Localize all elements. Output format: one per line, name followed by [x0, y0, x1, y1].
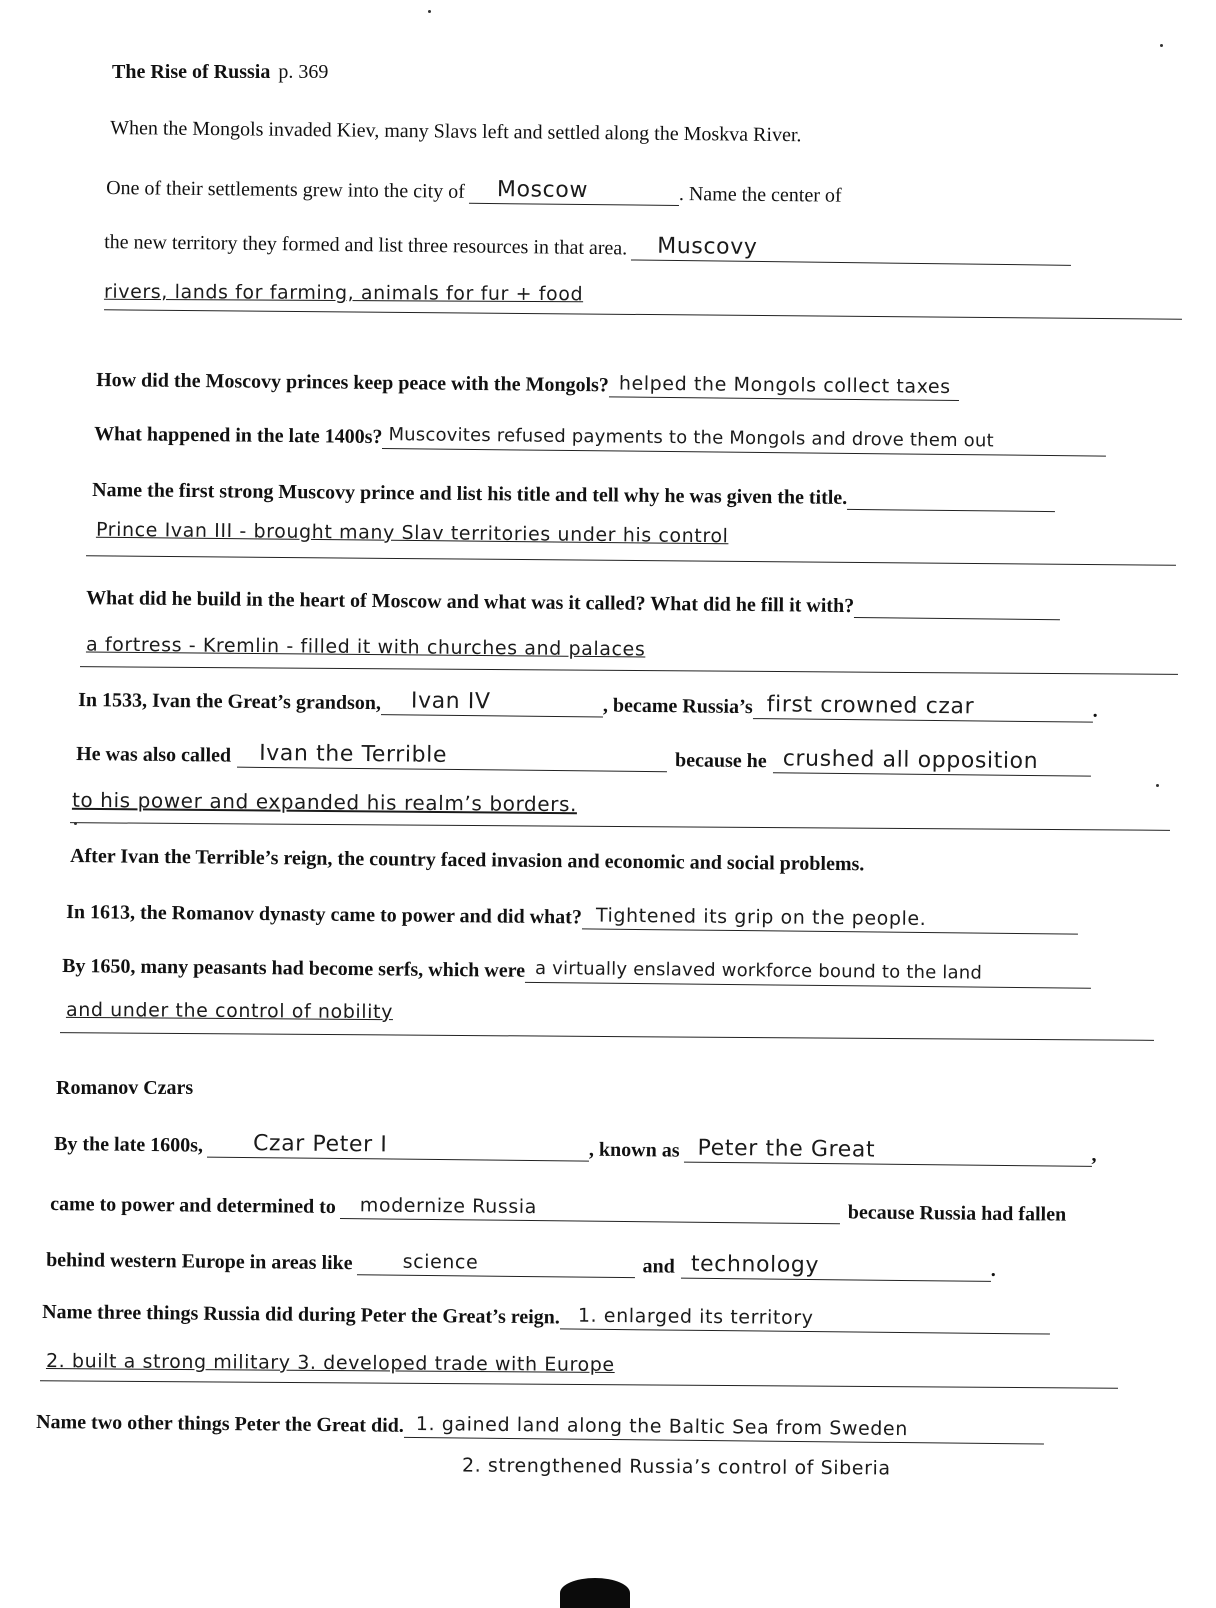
answer-blank[interactable]: [683, 1135, 1091, 1167]
answer-blank[interactable]: [847, 482, 1055, 512]
question-peace: [96, 364, 959, 401]
question-text: Name three things Russia did during Peter the Great’s reign.: [42, 1301, 560, 1329]
scan-speck: [74, 822, 77, 825]
intro-text: When the Mongols invaded Kiev, many Slavs left and settled along the Moskva River.: [110, 117, 802, 147]
question-ivan-iv: [78, 684, 1098, 723]
handwritten-answer: technology: [690, 1251, 820, 1279]
answer-blank[interactable]: [609, 369, 959, 401]
question-text: , became Russia’s: [602, 694, 753, 719]
handwritten-answer: Ivan the Terrible: [259, 740, 448, 768]
scan-speck: [1156, 784, 1159, 787]
question-peter-i: [54, 1128, 1097, 1167]
answer-line[interactable]: [86, 555, 1176, 566]
question-moscow: [106, 172, 842, 208]
handwritten-answer: science: [402, 1250, 479, 1274]
handwritten-answer-prince: Prince Ivan III - brought many Slav territories under his control: [95, 518, 729, 548]
question-text: What happened in the late 1400s?: [94, 423, 383, 449]
question-text: and: [642, 1255, 675, 1278]
answer-line[interactable]: [40, 1380, 1118, 1389]
handwritten-answer-borders: to his power and expanded his realm’s borders.: [71, 787, 578, 817]
section-heading: Romanov Czars: [56, 1077, 194, 1099]
answer-blank[interactable]: [631, 232, 1071, 265]
question-modernize: [50, 1188, 1066, 1227]
question-text: . Name the center of: [678, 182, 842, 207]
answer-line[interactable]: [104, 309, 1182, 319]
handwritten-answer-nobility: and under the control of nobility: [65, 998, 394, 1024]
answer-blank[interactable]: [382, 421, 1106, 457]
handwritten-answer: Tightened its grip on the people.: [595, 904, 927, 931]
heading-page-ref: p. 369: [278, 61, 329, 83]
question-text: In 1613, the Romanov dynasty came to power and did what?: [66, 901, 583, 929]
handwritten-answer: modernize Russia: [359, 1194, 538, 1219]
answer-line[interactable]: [80, 666, 1178, 675]
heading-title: The Rise of Russia: [112, 61, 271, 83]
question-text: , known as: [588, 1138, 680, 1162]
question-romanov: [66, 896, 1078, 935]
handwritten-answer: crushed all opposition: [782, 746, 1039, 775]
question-text: He was also called: [76, 743, 232, 767]
question-two-things: [36, 1406, 1044, 1445]
question-science: [46, 1244, 996, 1282]
question-three-things: [42, 1296, 1050, 1335]
handwritten-answer-kremlin: a fortress - Kremlin - filled it with churches and palaces: [85, 633, 646, 661]
handwritten-answer: helped the Mongols collect taxes: [618, 372, 951, 398]
question-text: How did the Moscovy princes keep peace with the Mongols?: [96, 369, 609, 397]
question-text: In 1533, Ivan the Great’s grandson,: [78, 689, 382, 715]
handwritten-answer: 1. enlarged its territory: [577, 1304, 814, 1330]
answer-blank[interactable]: [753, 691, 1093, 723]
answer-blank[interactable]: [469, 176, 679, 206]
answer-line[interactable]: [70, 822, 1170, 831]
question-text: One of their settlements grew into the city of: [106, 177, 466, 203]
answer-blank[interactable]: [582, 901, 1078, 934]
question-text: came to power and determined to: [50, 1193, 336, 1218]
scan-blot: [560, 1578, 630, 1608]
question-territory: [104, 226, 1071, 266]
handwritten-answer-siberia: 2. strengthened Russia’s control of Siberia: [461, 1454, 891, 1480]
question-text: .: [1092, 699, 1098, 722]
answer-blank[interactable]: [525, 955, 1091, 989]
scan-speck: [428, 10, 431, 13]
handwritten-answer: Moscow: [496, 177, 589, 204]
question-text: Name the first strong Muscovy prince and list his title and tell why he was given the title.: [92, 479, 848, 509]
question-text: By the late 1600s,: [54, 1133, 204, 1157]
answer-blank[interactable]: [681, 1251, 991, 1282]
question-text: Name two other things Peter the Great did.: [36, 1411, 404, 1437]
question-text: because he: [674, 749, 767, 773]
question-text: What did he build in the heart of Moscow and what was it called? What did he fill it with?: [86, 587, 855, 618]
handwritten-answer: Czar Peter I: [252, 1131, 388, 1158]
question-text: the new territory they formed and list three resources in that area.: [104, 231, 628, 260]
handwritten-answer-resources: rivers, lands for farming, animals for fur + food: [103, 280, 584, 306]
handwritten-answer: Peter the Great: [697, 1135, 876, 1163]
question-text: By 1650, many peasants had become serfs, which were: [62, 955, 526, 982]
question-first-prince: [92, 474, 1055, 512]
answer-line[interactable]: [60, 1032, 1154, 1041]
answer-blank[interactable]: [356, 1247, 634, 1278]
answer-blank[interactable]: [381, 687, 603, 717]
question-terrible: [76, 738, 1091, 777]
scan-speck: [1160, 44, 1163, 47]
handwritten-answer: Muscovy: [657, 233, 758, 260]
handwritten-answer-military: 2. built a strong military 3. developed trade with Europe: [45, 1350, 615, 1376]
handwritten-answer: 1. gained land along the Baltic Sea from Sweden: [415, 1412, 909, 1441]
question-text: .: [990, 1258, 996, 1281]
answer-blank[interactable]: [237, 740, 667, 773]
handwritten-answer: Ivan IV: [410, 688, 491, 715]
statement-text: After Ivan the Terrible’s reign, the country faced invasion and economic and social problems.: [70, 845, 865, 876]
question-serfs: [62, 950, 1091, 989]
answer-blank[interactable]: [340, 1191, 840, 1224]
answer-blank[interactable]: [773, 745, 1091, 776]
question-text: behind western Europe in areas like: [46, 1249, 353, 1275]
handwritten-answer: Muscovites refused payments to the Mongols and drove them out: [388, 424, 994, 452]
answer-blank[interactable]: [854, 590, 1060, 620]
answer-blank[interactable]: [404, 1410, 1044, 1445]
question-text: ,: [1091, 1143, 1097, 1166]
question-kremlin: [86, 582, 1060, 620]
question-text: because Russia had fallen: [847, 1201, 1067, 1226]
answer-blank[interactable]: [560, 1301, 1050, 1334]
handwritten-answer: a virtually enslaved workforce bound to the land: [534, 957, 983, 984]
heading: [112, 60, 328, 84]
handwritten-answer: first crowned czar: [766, 692, 975, 720]
question-1400s: [94, 418, 1107, 457]
answer-blank[interactable]: [207, 1130, 589, 1162]
